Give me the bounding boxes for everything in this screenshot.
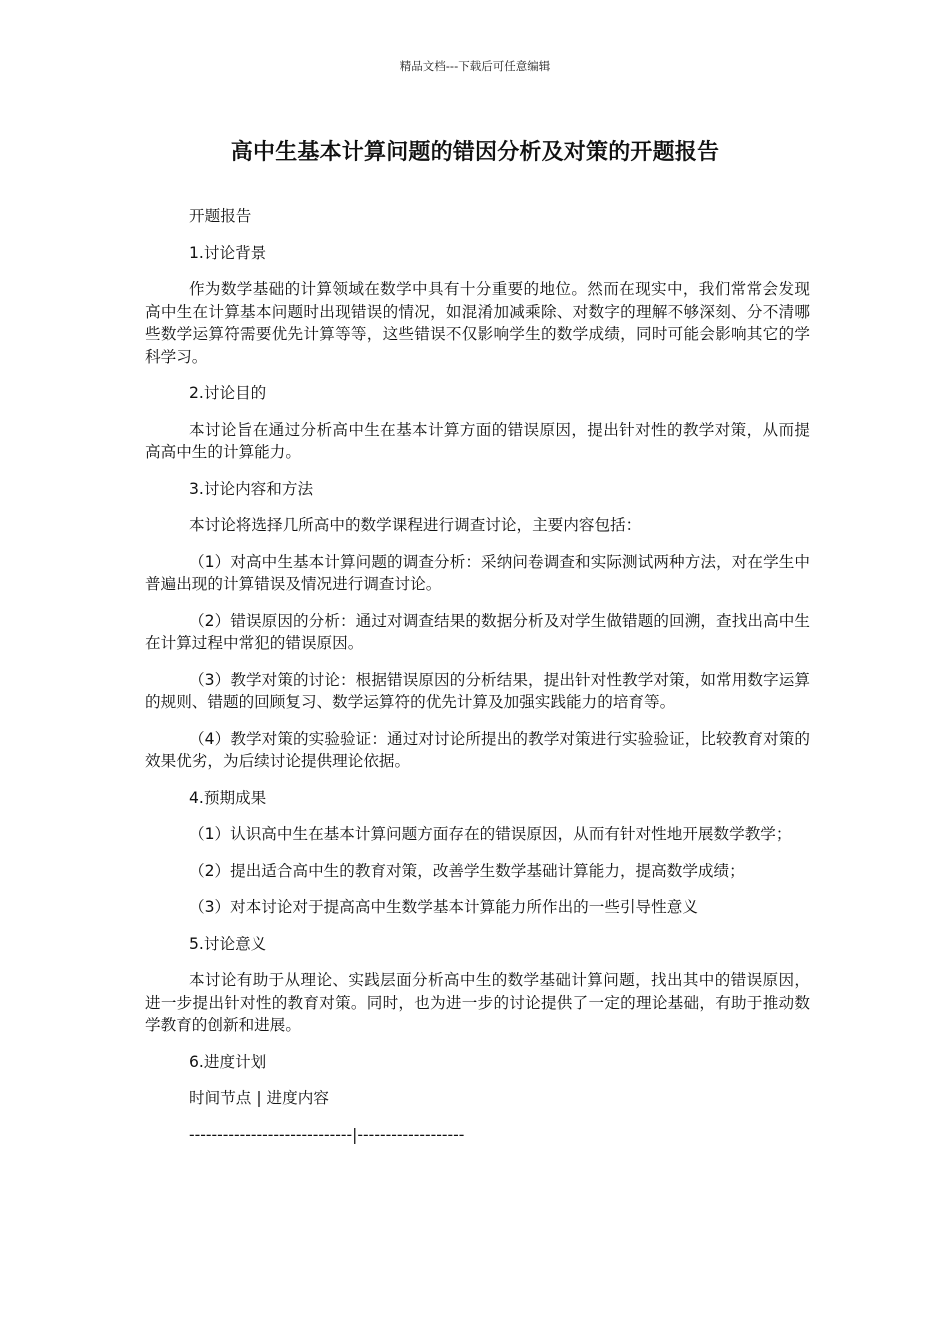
paragraph-purpose: 本讨论旨在通过分析高中生在基本计算方面的错误原因，提出针对性的教学对策，从而提高高中生的计算能力。 xyxy=(145,420,810,461)
list-item-result-1: （1）认识高中生在基本计算问题方面存在的错误原因，从而有针对性地开展数学教学； xyxy=(189,825,792,843)
page-header: 精品文档---下载后可任意编辑 xyxy=(399,59,551,73)
document-body xyxy=(145,205,810,1160)
section-heading-schedule: 6.进度计划 xyxy=(189,1052,267,1071)
paragraph-background: 作为数学基础的计算领域在数学中具有十分重要的地位。然而在现实中，我们常常会发现高中生在计算基本问题时出现错误的情况，如混淆加减乘除、对数字的理解不够深刻、分不清哪些数学运算符需要优先计算等等，这些错误不仅影响学生的数学成绩，同时可能会影响其它的学科学习。 xyxy=(145,280,810,366)
list-item-content-1: （1）对高中生基本计算问题的调查分析：采纳问卷调查和实际测试两种方法，对在学生中普遍出现的计算错误及情况进行调查讨论。 xyxy=(145,552,810,593)
section-heading-significance: 5.讨论意义 xyxy=(189,934,267,953)
document-title: 高中生基本计算问题的错因分析及对策的开题报告 xyxy=(230,140,720,165)
paragraph-significance: 本讨论有助于从理论、实践层面分析高中生的数学基础计算问题，找出其中的错误原因，进一步提出针对性的教育对策。同时，也为进一步的讨论提供了一定的理论基础，有助于推动数学教育的创新和进展。 xyxy=(145,971,810,1034)
schedule-table-divider: -----------------------------|------------------- xyxy=(189,1125,465,1144)
section-heading-background: 1.讨论背景 xyxy=(189,243,267,262)
paragraph-content-intro: 本讨论将选择几所高中的数学课程进行调查讨论，主要内容包括： xyxy=(189,516,642,534)
list-item-result-2: （2）提出适合高中生的教育对策，改善学生数学基础计算能力，提高数学成绩； xyxy=(189,861,745,880)
list-item-content-2: （2）错误原因的分析：通过对调查结果的数据分析及对学生做错题的回溯，查找出高中生在计算过程中常犯的错误原因。 xyxy=(145,611,810,652)
list-item-result-3: （3）对本讨论对于提高高中生数学基本计算能力所作出的一些引导性意义 xyxy=(189,898,698,916)
list-item-content-3: （3）教学对策的讨论：根据错误原因的分析结果，提出针对性教学对策，如常用数字运算的规则、错题的回顾复习、数学运算符的优先计算及加强实践能力的培育等。 xyxy=(145,670,810,711)
section-heading-content-method: 3.讨论内容和方法 xyxy=(189,479,314,498)
schedule-table-header: 时间节点 | 进度内容 xyxy=(189,1089,329,1107)
list-item-content-4: （4）教学对策的实验验证：通过对讨论所提出的教学对策进行实验验证，比较教育对策的效果优劣，为后续讨论提供理论依据。 xyxy=(145,729,810,770)
section-heading-purpose: 2.讨论目的 xyxy=(189,384,267,402)
section-label-report: 开题报告 xyxy=(189,207,252,225)
section-heading-expected-results: 4.预期成果 xyxy=(189,788,267,807)
